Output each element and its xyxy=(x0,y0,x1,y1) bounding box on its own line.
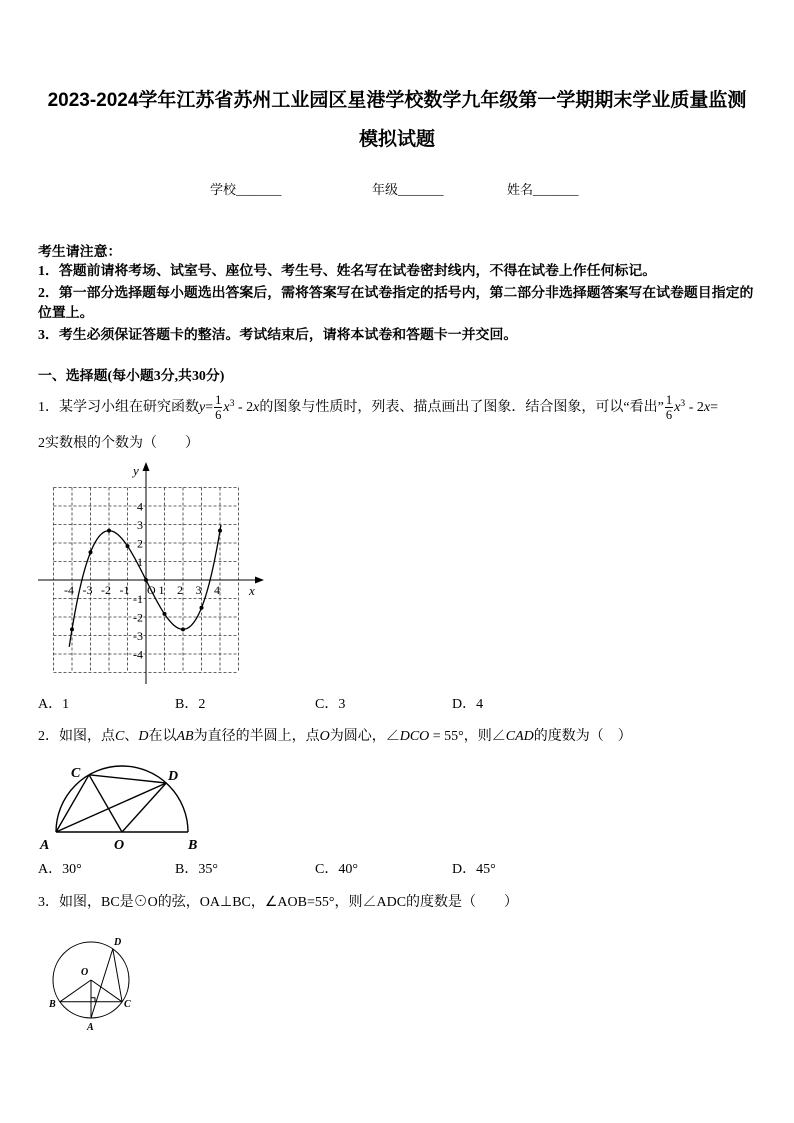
y-tick-label: 1 xyxy=(137,555,143,569)
plotted-point xyxy=(163,612,167,616)
q1-stem-line2: 2实数根的个数为（ ） xyxy=(38,436,199,451)
y-tick-label: -2 xyxy=(133,610,143,625)
x-tick-label: 3 xyxy=(195,583,202,597)
fraction xyxy=(214,393,222,422)
text-run: 为圆心，∠ xyxy=(329,729,400,744)
point-label-a: A xyxy=(40,838,50,853)
q1-options xyxy=(0,696,794,714)
text-run: = xyxy=(205,400,214,415)
name-field: 姓名_______ xyxy=(507,182,579,197)
section-heading-choice: 一、选择题(每小题3分,共30分) xyxy=(38,369,225,384)
segment-ad xyxy=(56,783,166,832)
exam-title-line1: 2023-2024学年江苏省苏州工业园区星港学校数学九年级第一学期期末学业质量监测 xyxy=(47,90,747,111)
fraction-denominator: 6 xyxy=(215,408,222,423)
plotted-point xyxy=(107,529,111,533)
plotted-point xyxy=(126,544,130,548)
y-tick-label: -4 xyxy=(133,647,143,662)
notice-item-2-line2: 位置上。 xyxy=(38,306,94,321)
point-label-d: D xyxy=(168,769,179,784)
origin-label: O xyxy=(147,583,156,597)
text-run: - 2 xyxy=(234,400,254,415)
point-label-o: O xyxy=(81,967,89,978)
x-tick-label: -4 xyxy=(64,583,74,597)
text-run: 为直径的半圆上，点 xyxy=(193,729,320,744)
notice-item-2-line1: 2．第一部分选择题每小题选出答案后，需将答案写在试卷指定的括号内，第二部分非选择题答案写在试卷题目指定的 xyxy=(38,286,754,301)
q3-circle-figure xyxy=(45,930,145,1035)
x-tick-label: 1 xyxy=(158,583,165,597)
x-tick-label: 4 xyxy=(214,583,220,597)
q1-option-d: D．4 xyxy=(452,697,484,712)
q2-stem xyxy=(38,728,632,746)
grade-field: 年级_______ xyxy=(372,182,444,197)
q2-option-d: D．45° xyxy=(452,862,496,877)
y-tick-label: 4 xyxy=(137,499,143,514)
segment-co xyxy=(89,775,122,832)
math-variable: x xyxy=(674,400,681,415)
fraction-numerator: 1 xyxy=(665,393,673,408)
x-axis-arrow xyxy=(255,577,264,584)
notice-item-1: 1．答题前请将考场、试室号、座位号、考生号、姓名写在试卷密封线内，不得在试卷上作任何标记。 xyxy=(38,264,657,279)
math-variable: C xyxy=(115,729,125,744)
y-tick-label: 2 xyxy=(137,536,143,551)
segment-da xyxy=(91,949,113,1018)
notice-heading: 考生请注意： xyxy=(38,245,122,260)
text-run: 的图象与性质时，列表、描点画出了图象．结合图象，可以“看出” xyxy=(259,400,664,415)
math-variable: x xyxy=(223,400,230,415)
notice-item-3: 3．考生必须保证答题卡的整洁。考试结束后，请将本试卷和答题卡一并交回。 xyxy=(38,328,518,343)
text-run: 的度数为（ ） xyxy=(533,729,632,744)
math-variable: x xyxy=(703,400,711,415)
math-variable: O xyxy=(319,729,330,744)
y-tick-label: 3 xyxy=(137,518,143,532)
math-variable: DCO xyxy=(399,729,430,744)
superscript: 3 xyxy=(680,397,686,409)
plotted-point xyxy=(89,550,93,554)
point-label-c: C xyxy=(124,999,131,1010)
point-label-a: A xyxy=(87,1022,94,1033)
text-run: - 2 xyxy=(685,400,704,415)
q2-option-a: A．30° xyxy=(38,862,82,877)
q1-stem-line1 xyxy=(38,390,718,426)
plotted-point xyxy=(181,627,185,631)
text-run: 、 xyxy=(124,729,139,744)
segment-od xyxy=(122,783,166,832)
text-run: 2．如图，点 xyxy=(38,729,115,744)
q2-option-c: C．40° xyxy=(315,862,358,877)
fraction-denominator: 6 xyxy=(665,408,673,423)
q1-option-a: A．1 xyxy=(38,697,70,712)
school-field: 学校_______ xyxy=(210,182,282,197)
q3-stem: 3．如图，BC是⊙O的弦，OA⊥BC，∠AOB=55°，则∠ADC的度数是（ ） xyxy=(38,895,519,910)
fraction-numerator: 1 xyxy=(215,393,222,408)
point-label-o: O xyxy=(114,838,125,853)
y-axis-arrow xyxy=(143,462,150,471)
q1-option-c: C．3 xyxy=(315,697,346,712)
segment-oc xyxy=(91,980,122,1002)
text-run: = 55°，则∠ xyxy=(429,729,506,744)
point-label-c: C xyxy=(71,766,81,781)
x-tick-label: -3 xyxy=(82,583,93,597)
y-tick-label: -1 xyxy=(133,592,143,606)
text-run: = xyxy=(710,400,718,415)
math-variable: CAD xyxy=(505,729,534,744)
segment-cd xyxy=(89,775,166,783)
math-variable: D xyxy=(138,729,149,744)
math-variable: x xyxy=(253,400,260,415)
q2-option-b: B．35° xyxy=(175,862,218,877)
exam-title-line2: 模拟试题 xyxy=(358,129,435,150)
math-variable: AB xyxy=(176,729,194,744)
y-axis-label: y xyxy=(133,463,139,478)
fraction xyxy=(665,393,673,422)
superscript: 3 xyxy=(229,397,235,409)
plotted-point xyxy=(70,627,74,631)
q2-semicircle-figure xyxy=(38,760,208,855)
q1-option-b: B．2 xyxy=(175,697,206,712)
plotted-point xyxy=(200,606,204,610)
y-tick-label: -3 xyxy=(133,629,143,643)
q2-options xyxy=(0,861,794,879)
x-tick-label: 2 xyxy=(177,583,183,597)
point-label-b: B xyxy=(49,999,56,1010)
x-axis-label: x xyxy=(249,583,255,598)
right-angle-mark xyxy=(91,998,95,1002)
text-run: 在以 xyxy=(148,729,177,744)
point-label-b: B xyxy=(188,838,198,853)
segment-ob xyxy=(60,980,91,1002)
text-run: 1．某学习小组在研究函数 xyxy=(38,400,199,415)
math-variable: y xyxy=(199,400,206,415)
point-label-d: D xyxy=(114,937,122,948)
plotted-point xyxy=(218,529,222,533)
plotted-point xyxy=(144,578,148,582)
segment-ac xyxy=(56,775,89,832)
x-tick-label: -1 xyxy=(119,583,130,597)
q1-function-graph xyxy=(38,460,268,690)
x-tick-label: -2 xyxy=(101,583,111,597)
